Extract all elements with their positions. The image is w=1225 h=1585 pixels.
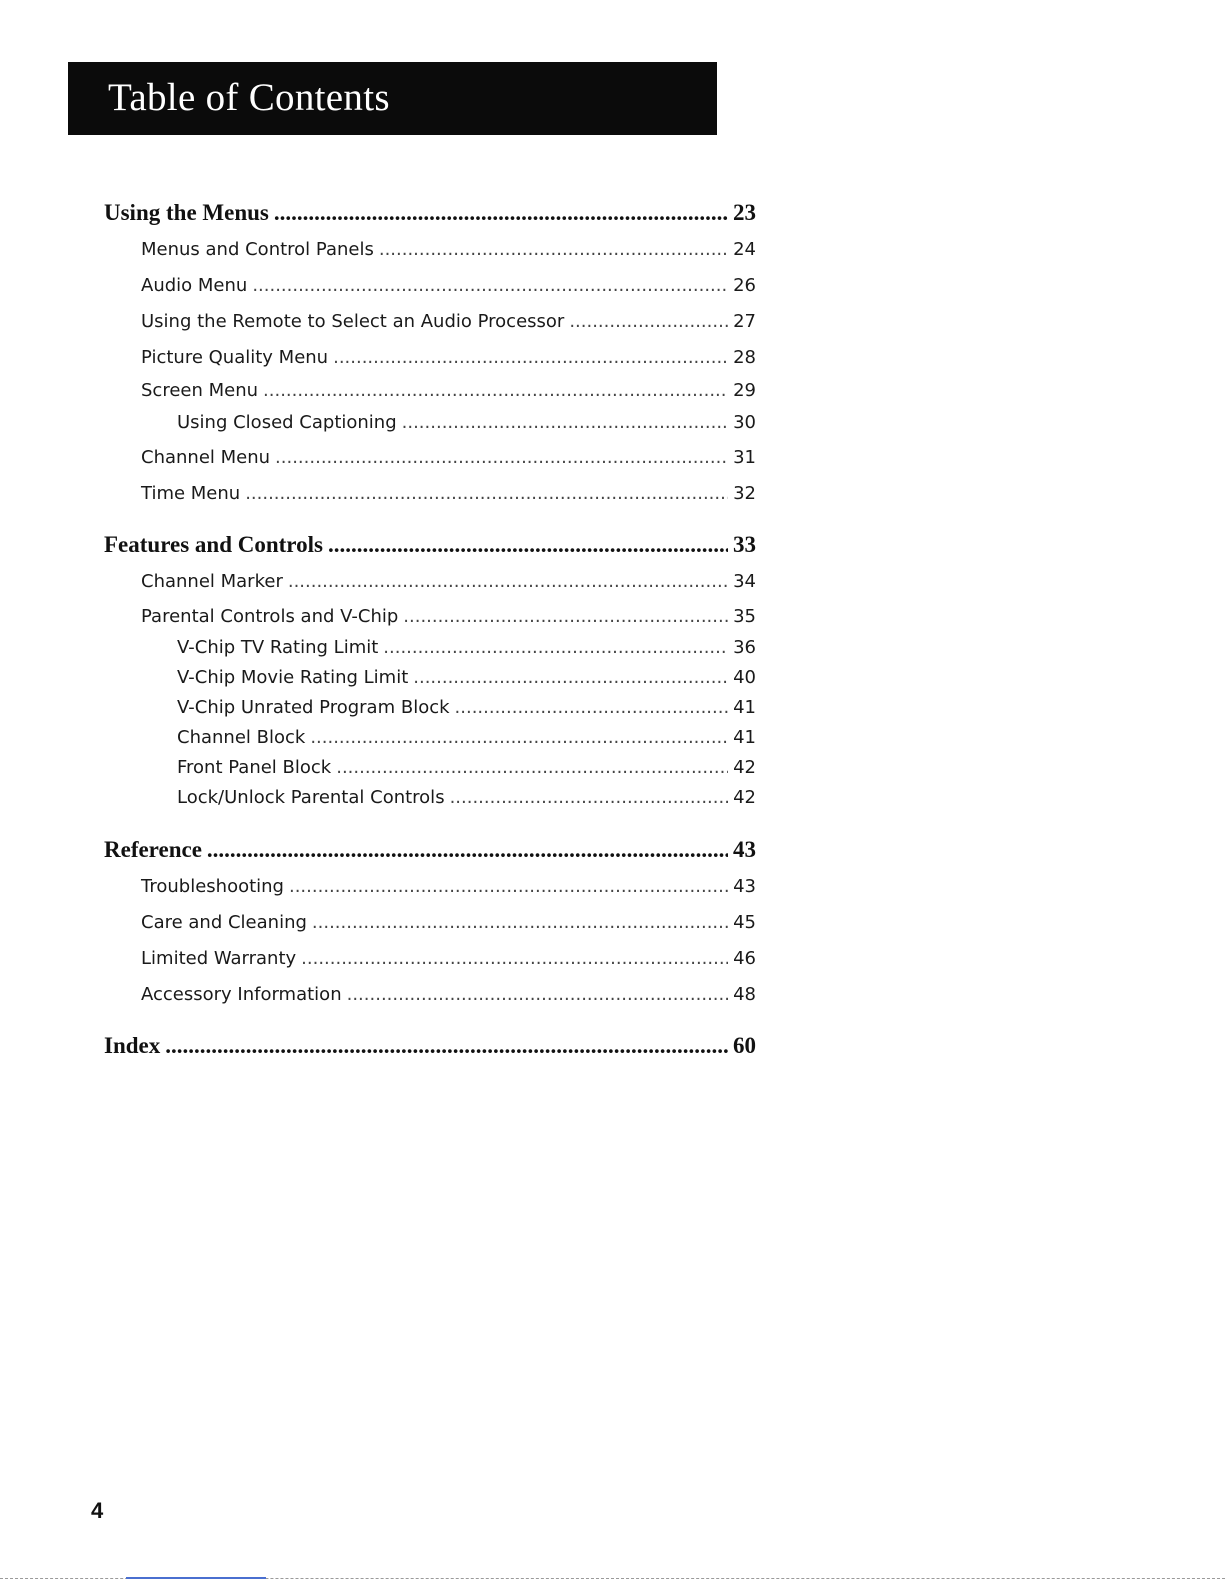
dot-leader xyxy=(403,600,728,633)
dot-leader xyxy=(274,194,728,232)
toc-page-number: 27 xyxy=(733,311,756,332)
toc-item-menus-and-control-panels[interactable] xyxy=(104,232,756,268)
title-banner xyxy=(68,62,717,135)
toc-item-title: Time Menu xyxy=(141,483,241,504)
toc-page-number: 45 xyxy=(733,912,756,933)
toc-section-title: Index xyxy=(104,1033,161,1058)
page-number: 4 xyxy=(91,1498,104,1523)
toc-item-channel-menu[interactable] xyxy=(104,440,756,476)
toc-page-number: 46 xyxy=(733,948,756,969)
dot-leader xyxy=(301,941,728,977)
dot-leader xyxy=(336,753,728,783)
toc-section-title: Using the Menus xyxy=(104,200,269,225)
page-edge-accent xyxy=(126,1577,266,1579)
dot-leader xyxy=(289,869,728,905)
page-title: Table of Contents xyxy=(108,76,390,119)
toc-page-number: 36 xyxy=(733,637,756,658)
toc-item-title: Channel Menu xyxy=(141,447,271,468)
dot-leader xyxy=(312,905,728,941)
dot-leader xyxy=(402,406,728,440)
toc-page-number: 24 xyxy=(733,239,756,260)
toc-page-number: 30 xyxy=(733,412,756,433)
toc-item-picture-quality-menu[interactable] xyxy=(104,340,756,376)
toc-item-title: Troubleshooting xyxy=(141,876,284,897)
dot-leader xyxy=(328,526,728,564)
toc-section-features-and-controls[interactable] xyxy=(104,526,756,564)
dot-leader xyxy=(569,304,728,340)
toc-item-title: Using Closed Captioning xyxy=(177,412,397,433)
toc-item-title: V-Chip Movie Rating Limit xyxy=(177,667,409,688)
dot-leader xyxy=(379,232,728,268)
dot-leader xyxy=(450,783,729,813)
toc-item-care-and-cleaning[interactable] xyxy=(104,905,756,941)
toc-item-using-remote-audio-processor[interactable] xyxy=(104,304,756,340)
dot-leader xyxy=(347,977,728,1013)
toc-section-title: Reference xyxy=(104,837,202,862)
toc-page-number: 28 xyxy=(733,347,756,368)
toc-page-number: 40 xyxy=(733,667,756,688)
dot-leader xyxy=(165,1027,728,1065)
toc-page-number: 48 xyxy=(733,984,756,1005)
toc-item-title: Limited Warranty xyxy=(141,948,297,969)
toc-page-number: 42 xyxy=(733,787,756,808)
toc-item-title: Channel Marker xyxy=(141,571,283,592)
toc-section-using-the-menus[interactable] xyxy=(104,194,756,232)
toc-item-accessory-information[interactable] xyxy=(104,977,756,1013)
toc-page-number: 26 xyxy=(733,275,756,296)
toc-item-lock-unlock-parental-controls[interactable] xyxy=(104,783,756,813)
table-of-contents xyxy=(104,194,756,1065)
toc-page-number: 23 xyxy=(733,200,756,225)
toc-item-channel-block[interactable] xyxy=(104,723,756,753)
toc-item-v-chip-unrated-program-block[interactable] xyxy=(104,693,756,723)
toc-item-title: Parental Controls and V-Chip xyxy=(141,606,399,627)
toc-item-limited-warranty[interactable] xyxy=(104,941,756,977)
toc-item-title: V-Chip Unrated Program Block xyxy=(177,697,450,718)
toc-item-v-chip-tv-rating-limit[interactable] xyxy=(104,633,756,663)
toc-page-number: 32 xyxy=(733,483,756,504)
toc-page-number: 29 xyxy=(733,380,756,401)
toc-item-front-panel-block[interactable] xyxy=(104,753,756,783)
toc-item-audio-menu[interactable] xyxy=(104,268,756,304)
dot-leader xyxy=(455,693,729,723)
toc-item-title: Front Panel Block xyxy=(177,757,332,778)
dot-leader xyxy=(310,723,728,753)
toc-page-number: 60 xyxy=(733,1033,756,1058)
toc-page-number: 43 xyxy=(733,876,756,897)
toc-section-index[interactable] xyxy=(104,1027,756,1065)
toc-page-number: 42 xyxy=(733,757,756,778)
toc-page-number: 43 xyxy=(733,837,756,862)
toc-item-title: Menus and Control Panels xyxy=(141,239,374,260)
dot-leader xyxy=(275,440,728,476)
toc-item-title: Picture Quality Menu xyxy=(141,347,329,368)
toc-page-number: 34 xyxy=(733,571,756,592)
toc-item-title: Lock/Unlock Parental Controls xyxy=(177,787,445,808)
dot-leader xyxy=(263,376,728,406)
toc-item-troubleshooting[interactable] xyxy=(104,869,756,905)
toc-item-using-closed-captioning[interactable] xyxy=(104,406,756,440)
dot-leader xyxy=(245,476,728,512)
toc-item-title: Channel Block xyxy=(177,727,306,748)
toc-item-v-chip-movie-rating-limit[interactable] xyxy=(104,663,756,693)
toc-item-title: Care and Cleaning xyxy=(141,912,307,933)
dot-leader xyxy=(383,633,728,663)
toc-section-title: Features and Controls xyxy=(104,532,323,557)
toc-item-title: Screen Menu xyxy=(141,380,259,401)
toc-item-title: Accessory Information xyxy=(141,984,342,1005)
dot-leader xyxy=(333,340,728,376)
dot-leader xyxy=(288,564,728,600)
toc-page-number: 35 xyxy=(733,606,756,627)
dot-leader xyxy=(413,663,728,693)
toc-item-title: V-Chip TV Rating Limit xyxy=(177,637,379,658)
toc-section-reference[interactable] xyxy=(104,831,756,869)
toc-page-number: 31 xyxy=(733,447,756,468)
toc-item-parental-controls-v-chip[interactable] xyxy=(104,600,756,633)
dot-leader xyxy=(252,268,728,304)
toc-page-number: 41 xyxy=(733,727,756,748)
dot-leader xyxy=(207,831,728,869)
toc-page-number: 41 xyxy=(733,697,756,718)
toc-item-channel-marker[interactable] xyxy=(104,564,756,600)
toc-item-title: Using the Remote to Select an Audio Processor xyxy=(141,311,565,332)
toc-item-time-menu[interactable] xyxy=(104,476,756,512)
toc-item-title: Audio Menu xyxy=(141,275,248,296)
toc-page-number: 33 xyxy=(733,532,756,557)
toc-item-screen-menu[interactable] xyxy=(104,376,756,406)
